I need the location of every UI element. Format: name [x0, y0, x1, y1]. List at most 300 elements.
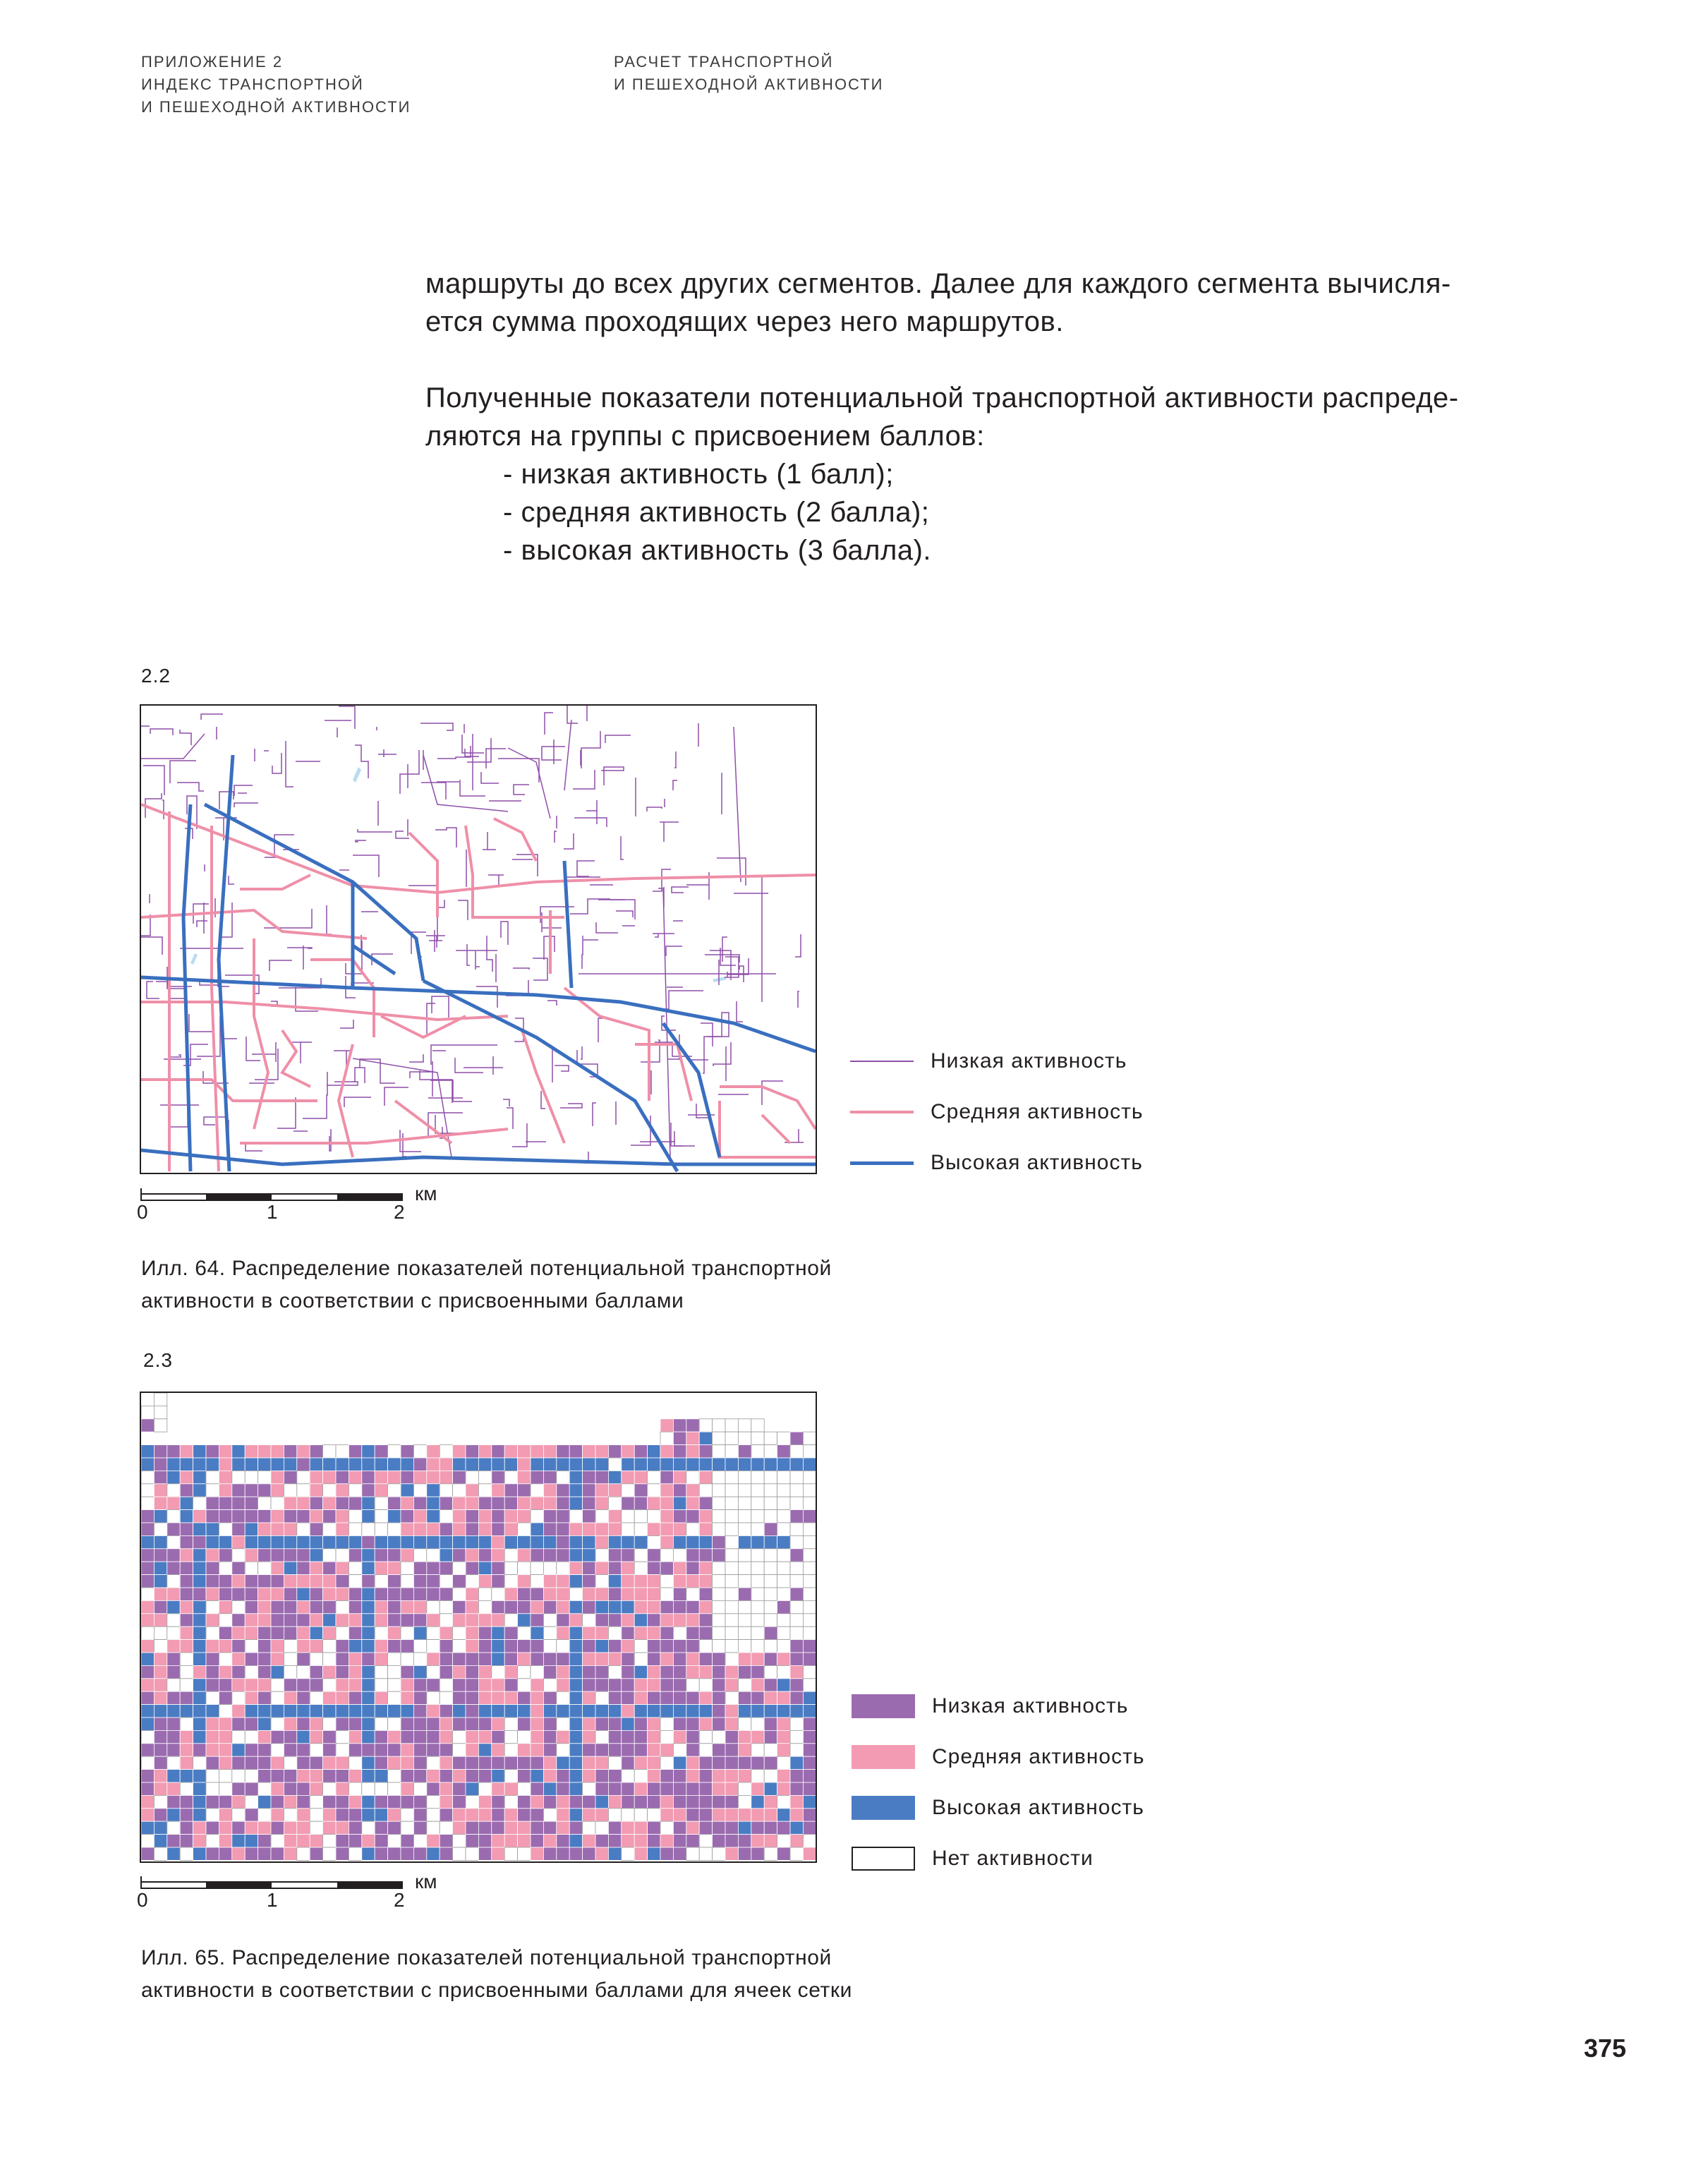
grid-cell [764, 1744, 777, 1756]
grid-cell [336, 1471, 349, 1483]
grid-cell [401, 1588, 413, 1600]
grid-cell [660, 1432, 673, 1444]
grid-cell [673, 1782, 686, 1795]
grid-cell [686, 1691, 699, 1704]
grid-cell [777, 1588, 790, 1600]
grid-cell [634, 1445, 647, 1458]
grid-cell [323, 1549, 336, 1562]
grid-cell [673, 1744, 686, 1756]
grid-cell [167, 1809, 180, 1821]
grid-cell [595, 1809, 608, 1821]
grid-cell [543, 1510, 556, 1523]
grid-cell [349, 1730, 361, 1743]
grid-cell [557, 1770, 569, 1782]
grid-cell [232, 1665, 245, 1678]
grid-cell [271, 1679, 284, 1691]
grid-cell [751, 1835, 764, 1847]
grid-cell [686, 1730, 699, 1743]
grid-cell [310, 1458, 322, 1471]
grid-cell [167, 1497, 180, 1509]
grid-cell [310, 1523, 322, 1535]
grid-cell [803, 1626, 816, 1639]
grid-cell [258, 1600, 271, 1613]
grid-cell [478, 1562, 491, 1574]
grid-cell [608, 1445, 621, 1458]
grid-cell [569, 1653, 582, 1665]
grid-cell [154, 1847, 166, 1860]
road-segment-low [507, 1108, 513, 1129]
grid-cell [206, 1523, 219, 1535]
grid-cell [660, 1600, 673, 1613]
grid-cell [193, 1756, 206, 1769]
grid-cell [531, 1458, 543, 1471]
grid-cell [440, 1588, 452, 1600]
grid-cell [401, 1497, 413, 1509]
grid-cell [284, 1653, 296, 1665]
grid-cell [595, 1575, 608, 1588]
grid-cell [271, 1575, 284, 1588]
header-left-line: И ПЕШЕХОДНОЙ АКТИВНОСТИ [141, 98, 411, 116]
grid-cell [206, 1458, 219, 1471]
grid-cell [167, 1562, 180, 1574]
grid-cell [725, 1562, 738, 1574]
grid-cell [478, 1445, 491, 1458]
grid-cell [323, 1471, 336, 1483]
grid-cell [751, 1445, 764, 1458]
grid-cell [622, 1588, 634, 1600]
grid-cell [141, 1471, 154, 1483]
grid-cell [349, 1549, 361, 1562]
grid-cell [413, 1795, 426, 1808]
grid-cell [232, 1756, 245, 1769]
grid-cell [803, 1653, 816, 1665]
grid-cell [608, 1510, 621, 1523]
grid-cell [543, 1626, 556, 1639]
grid-cell [349, 1575, 361, 1588]
grid-cell [790, 1445, 803, 1458]
road-segment-low [355, 1068, 365, 1083]
grid-cell [557, 1640, 569, 1653]
grid-cell [388, 1718, 401, 1730]
grid-cell [427, 1626, 440, 1639]
grid-cell [388, 1705, 401, 1718]
grid-cell [543, 1691, 556, 1704]
grid-cell [777, 1782, 790, 1795]
grid-cell [803, 1588, 816, 1600]
grid-cell [543, 1600, 556, 1613]
grid-cell [427, 1588, 440, 1600]
road-segment-low [512, 1123, 527, 1147]
grid-cell [713, 1691, 725, 1704]
grid-cell [777, 1523, 790, 1535]
grid-cell [673, 1535, 686, 1548]
grid-cell [362, 1458, 375, 1471]
grid-cell [206, 1484, 219, 1497]
grid-cell [245, 1523, 258, 1535]
grid-cell [751, 1640, 764, 1653]
grid-cell [634, 1640, 647, 1653]
road-segment-medium [141, 910, 367, 938]
grid-cell [141, 1835, 154, 1847]
grid-cell [375, 1588, 387, 1600]
grid-cell [713, 1562, 725, 1574]
scale-bar [137, 1871, 478, 1916]
grid-cell [557, 1549, 569, 1562]
grid-cell [349, 1484, 361, 1497]
grid-cell [413, 1588, 426, 1600]
grid-cell [245, 1484, 258, 1497]
grid-cell [595, 1445, 608, 1458]
grid-cell [388, 1795, 401, 1808]
grid-cell [413, 1809, 426, 1821]
grid-cell [518, 1484, 531, 1497]
grid-cell [648, 1679, 660, 1691]
grid-cell [154, 1393, 166, 1406]
grid-cell [738, 1795, 751, 1808]
caption-line: Илл. 65. Распределение показателей потенциальной транспортной [141, 1946, 832, 1969]
grid-cell [219, 1718, 231, 1730]
grid-cell [388, 1679, 401, 1691]
road-segment-low [703, 1037, 720, 1073]
grid-cell [764, 1471, 777, 1483]
grid-cell [219, 1679, 231, 1691]
grid-cell [531, 1782, 543, 1795]
grid-cell [622, 1821, 634, 1834]
grid-cell [141, 1782, 154, 1795]
grid-cell [154, 1795, 166, 1808]
grid-cell [660, 1795, 673, 1808]
grid-cell [518, 1600, 531, 1613]
grid-cell [401, 1445, 413, 1458]
grid-cell [284, 1835, 296, 1847]
grid-cell [297, 1809, 310, 1821]
grid-cell [764, 1835, 777, 1847]
grid-cell [180, 1835, 193, 1847]
road-segment-low [378, 749, 396, 757]
road-segment-low [514, 785, 529, 795]
grid-cell [648, 1705, 660, 1718]
caption-line: активности в соответствии с присвоенными баллами [141, 1289, 684, 1312]
grid-cell [271, 1782, 284, 1795]
grid-cell [478, 1458, 491, 1471]
grid-cell [725, 1600, 738, 1613]
road-segment-low [555, 1066, 569, 1071]
grid-cell [323, 1847, 336, 1860]
grid-cell [492, 1510, 504, 1523]
grid-cell [466, 1575, 478, 1588]
grid-cell [492, 1756, 504, 1769]
road-segment-low [555, 831, 557, 843]
grid-cell [375, 1535, 387, 1548]
grid-cell [271, 1562, 284, 1574]
grid-cell [362, 1653, 375, 1665]
grid-cell [401, 1600, 413, 1613]
grid-cell [193, 1484, 206, 1497]
grid-cell [245, 1756, 258, 1769]
grid-cell [154, 1419, 166, 1432]
grid-cell [453, 1458, 466, 1471]
grid-cell [634, 1770, 647, 1782]
grid-cell [764, 1484, 777, 1497]
grid-cell [323, 1730, 336, 1743]
grid-cell [284, 1847, 296, 1860]
grid-cell [699, 1562, 712, 1574]
grid-cell [660, 1535, 673, 1548]
grid-cell [622, 1744, 634, 1756]
grid-cell [193, 1471, 206, 1483]
grid-cell [271, 1665, 284, 1678]
grid-cell [686, 1665, 699, 1678]
grid-cell [284, 1445, 296, 1458]
grid-cell [518, 1795, 531, 1808]
grid-cell [699, 1795, 712, 1808]
grid-cell [569, 1756, 582, 1769]
legend-label: Нет активности [932, 1847, 1094, 1870]
grid-cell [206, 1510, 219, 1523]
grid-cell [751, 1756, 764, 1769]
grid-cell [751, 1770, 764, 1782]
grid-cell [375, 1835, 387, 1847]
legend-label: Низкая активность [931, 1049, 1127, 1073]
grid-cell [453, 1847, 466, 1860]
road-segment-low [420, 723, 453, 730]
grid-cell [660, 1445, 673, 1458]
grid-cell [557, 1705, 569, 1718]
grid-cell [492, 1575, 504, 1588]
grid-cell [569, 1445, 582, 1458]
road-segment-low [586, 800, 597, 824]
grid-cell [608, 1795, 621, 1808]
grid-cell [751, 1718, 764, 1730]
grid-cell [440, 1847, 452, 1860]
grid-cell [518, 1626, 531, 1639]
road-segment-low [621, 836, 624, 859]
grid-cell [660, 1626, 673, 1639]
grid-cell [401, 1718, 413, 1730]
road-segment-medium [141, 1080, 317, 1101]
grid-cell [478, 1809, 491, 1821]
grid-cell [323, 1835, 336, 1847]
grid-cell [245, 1575, 258, 1588]
grid-cell [583, 1847, 595, 1860]
grid-cell [660, 1809, 673, 1821]
grid-cell [595, 1562, 608, 1574]
road-segment-low [141, 734, 205, 759]
grid-cell [206, 1730, 219, 1743]
grid-cell [557, 1809, 569, 1821]
grid-cell [492, 1458, 504, 1471]
grid-cell [284, 1795, 296, 1808]
grid-cell [478, 1510, 491, 1523]
grid-cell [648, 1458, 660, 1471]
grid-cell [713, 1640, 725, 1653]
grid-cell [154, 1756, 166, 1769]
grid-cell [297, 1770, 310, 1782]
road-segment-high [141, 977, 816, 1051]
grid-cell [180, 1665, 193, 1678]
grid-cell [764, 1782, 777, 1795]
legend-swatch-medium [852, 1745, 915, 1769]
road-segment-low [467, 944, 470, 965]
grid-cell [362, 1600, 375, 1613]
grid-cell [310, 1770, 322, 1782]
grid-cell [413, 1445, 426, 1458]
legend-item-low [850, 1040, 1143, 1082]
grid-cell [478, 1549, 491, 1562]
grid-cell [803, 1484, 816, 1497]
grid-cell [310, 1497, 322, 1509]
grid-cell [478, 1718, 491, 1730]
grid-cell [518, 1445, 531, 1458]
grid-cell [180, 1756, 193, 1769]
grid-cell [764, 1588, 777, 1600]
grid-cell [583, 1640, 595, 1653]
grid-cell [764, 1535, 777, 1548]
grid-cell [375, 1614, 387, 1626]
road-segment-low [701, 1023, 713, 1046]
legend-swatch-high [852, 1796, 915, 1820]
grid-cell [492, 1562, 504, 1574]
grid-cell [686, 1588, 699, 1600]
grid-cell [362, 1549, 375, 1562]
grid-cell [518, 1691, 531, 1704]
grid-cell [297, 1458, 310, 1471]
legend-label: Высокая активность [931, 1151, 1143, 1174]
road-segment-low [582, 936, 583, 969]
grid-cell [167, 1795, 180, 1808]
grid-cell [595, 1718, 608, 1730]
grid-cell [790, 1497, 803, 1509]
grid-cell [751, 1432, 764, 1444]
grid-cell [583, 1744, 595, 1756]
grid-cell [686, 1484, 699, 1497]
grid-cell [284, 1691, 296, 1704]
figure-number: 2.2 [141, 665, 171, 687]
grid-cell [634, 1691, 647, 1704]
grid-cell [466, 1705, 478, 1718]
grid-cell [790, 1679, 803, 1691]
grid-cell [375, 1640, 387, 1653]
roads-high-activity [141, 755, 816, 1171]
grid-cell [634, 1549, 647, 1562]
grid-cell [154, 1679, 166, 1691]
grid-cell [634, 1653, 647, 1665]
grid-cell [699, 1600, 712, 1613]
grid-cell [504, 1600, 517, 1613]
grid-cell [271, 1510, 284, 1523]
grid-cell [154, 1705, 166, 1718]
grid-cell [673, 1445, 686, 1458]
grid-cell [219, 1782, 231, 1795]
grid-cell [297, 1626, 310, 1639]
grid-cell [349, 1705, 361, 1718]
road-segment-low [356, 840, 366, 842]
grid-cell [362, 1744, 375, 1756]
grid-cell [648, 1653, 660, 1665]
grid-cell [699, 1549, 712, 1562]
road-segment-low [435, 1115, 477, 1133]
grid-cell [764, 1770, 777, 1782]
grid-cell [634, 1535, 647, 1548]
grid-cell [531, 1679, 543, 1691]
grid-legend [852, 1685, 1144, 1880]
grid-cell [388, 1770, 401, 1782]
grid-cell [336, 1744, 349, 1756]
road-segment-low [426, 936, 445, 948]
road-segment-low [581, 731, 600, 768]
grid-cell [167, 1640, 180, 1653]
grid-cell [492, 1484, 504, 1497]
grid-cell [180, 1445, 193, 1458]
grid-cell [634, 1600, 647, 1613]
grid-cell [154, 1744, 166, 1756]
grid-cell [440, 1458, 452, 1471]
grid-cell [245, 1549, 258, 1562]
grid-cell [388, 1458, 401, 1471]
grid-cell [219, 1484, 231, 1497]
list-item: - высокая активность (3 балла). [503, 531, 1459, 569]
running-header-right [614, 51, 883, 96]
grid-cell [206, 1497, 219, 1509]
grid-cell [518, 1588, 531, 1600]
grid-cell [206, 1665, 219, 1678]
grid-cell [648, 1847, 660, 1860]
grid-cell [608, 1626, 621, 1639]
grid-cell [362, 1756, 375, 1769]
grid-cell [219, 1445, 231, 1458]
grid-cell [648, 1600, 660, 1613]
grid-cell [738, 1730, 751, 1743]
grid-cell [336, 1614, 349, 1626]
grid-cell [336, 1549, 349, 1562]
grid-cell [608, 1458, 621, 1471]
grid-cell [323, 1679, 336, 1691]
grid-cell [751, 1575, 764, 1588]
road-segment-low [201, 714, 223, 720]
grid-cell [258, 1691, 271, 1704]
grid-cell [167, 1679, 180, 1691]
grid-cell [751, 1614, 764, 1626]
grid-cell [608, 1484, 621, 1497]
grid-cell [751, 1523, 764, 1535]
grid-cell [725, 1835, 738, 1847]
grid-cell [453, 1497, 466, 1509]
grid-cell [699, 1705, 712, 1718]
grid-cell [608, 1821, 621, 1834]
grid-cell [245, 1665, 258, 1678]
grid-cell [401, 1471, 413, 1483]
grid-cell [504, 1575, 517, 1588]
grid-cell [180, 1770, 193, 1782]
grid-cell [388, 1809, 401, 1821]
figure-caption [141, 1942, 852, 2007]
grid-cell [336, 1600, 349, 1613]
grid-cell [232, 1497, 245, 1509]
grid-cell [388, 1535, 401, 1548]
grid-cell [413, 1535, 426, 1548]
grid-cell [622, 1691, 634, 1704]
road-segment-medium [310, 960, 374, 1037]
grid-cell [336, 1535, 349, 1548]
legend-line-low [850, 1061, 914, 1062]
grid-cell [622, 1730, 634, 1743]
grid-cell [518, 1640, 531, 1653]
grid-cell [219, 1795, 231, 1808]
grid-cell [466, 1665, 478, 1678]
grid-cell [634, 1497, 647, 1509]
grid-cell [751, 1626, 764, 1639]
road-segment-low [303, 1072, 327, 1118]
